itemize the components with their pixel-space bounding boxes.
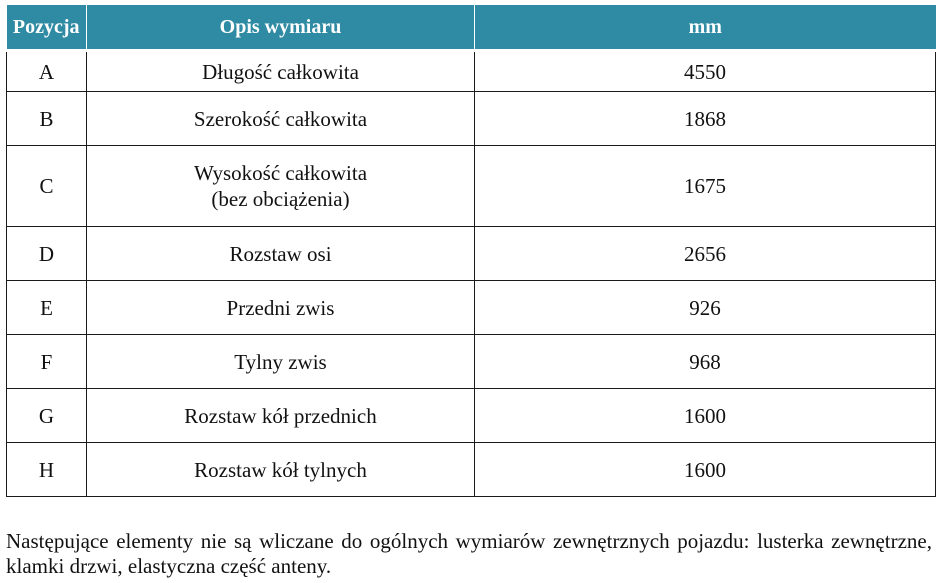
row-position: H xyxy=(7,443,87,497)
row-description-line1: Tylny zwis xyxy=(234,349,327,374)
row-description xyxy=(87,389,475,443)
row-description xyxy=(87,227,475,281)
row-value: 4550 xyxy=(475,51,936,92)
table-row xyxy=(7,443,936,497)
row-value: 1600 xyxy=(475,389,936,443)
row-value: 1675 xyxy=(475,146,936,227)
row-description-line1: Wysokość całkowita xyxy=(193,161,368,185)
dimensions-table xyxy=(6,5,936,497)
row-value: 1868 xyxy=(475,92,936,146)
row-description-line1: Rozstaw kół przednich xyxy=(184,403,377,428)
row-description-line1: Przedni zwis xyxy=(226,295,335,320)
table-row xyxy=(7,92,936,146)
row-description-line1: Szerokość całkowita xyxy=(193,106,368,131)
table-row xyxy=(7,51,936,92)
row-position: C xyxy=(7,146,87,227)
table-body xyxy=(7,51,936,497)
row-description-line1: Długość całkowita xyxy=(202,59,359,84)
table-row xyxy=(7,146,936,227)
row-description-line1: Rozstaw osi xyxy=(229,241,332,266)
row-value: 926 xyxy=(475,281,936,335)
row-description-line2: (bez obciążenia) xyxy=(211,187,350,211)
table-header xyxy=(7,5,936,51)
row-position: A xyxy=(7,51,87,92)
row-description-line1: Rozstaw kół tylnych xyxy=(194,457,367,482)
header-unit: mm xyxy=(475,5,936,51)
row-position: B xyxy=(7,92,87,146)
row-value: 968 xyxy=(475,335,936,389)
footnote-text: Następujące elementy nie są wliczane do ogólnych wymiarów zewnętrznych pojazdu: lusterka zewnętrzne, klamki drzwi, elastyczna część anteny. xyxy=(6,529,932,578)
header-row xyxy=(7,5,936,51)
table-row xyxy=(7,335,936,389)
row-position: F xyxy=(7,335,87,389)
row-position: G xyxy=(7,389,87,443)
row-description xyxy=(87,146,475,227)
row-description xyxy=(87,335,475,389)
table-row xyxy=(7,389,936,443)
table-row xyxy=(7,227,936,281)
table-row xyxy=(7,281,936,335)
row-description xyxy=(87,443,475,497)
row-value: 1600 xyxy=(475,443,936,497)
header-position: Pozycja xyxy=(7,5,87,51)
row-description xyxy=(87,92,475,146)
row-position: D xyxy=(7,227,87,281)
row-position: E xyxy=(7,281,87,335)
row-value: 2656 xyxy=(475,227,936,281)
row-description xyxy=(87,51,475,92)
row-description xyxy=(87,281,475,335)
header-description: Opis wymiaru xyxy=(87,5,475,51)
